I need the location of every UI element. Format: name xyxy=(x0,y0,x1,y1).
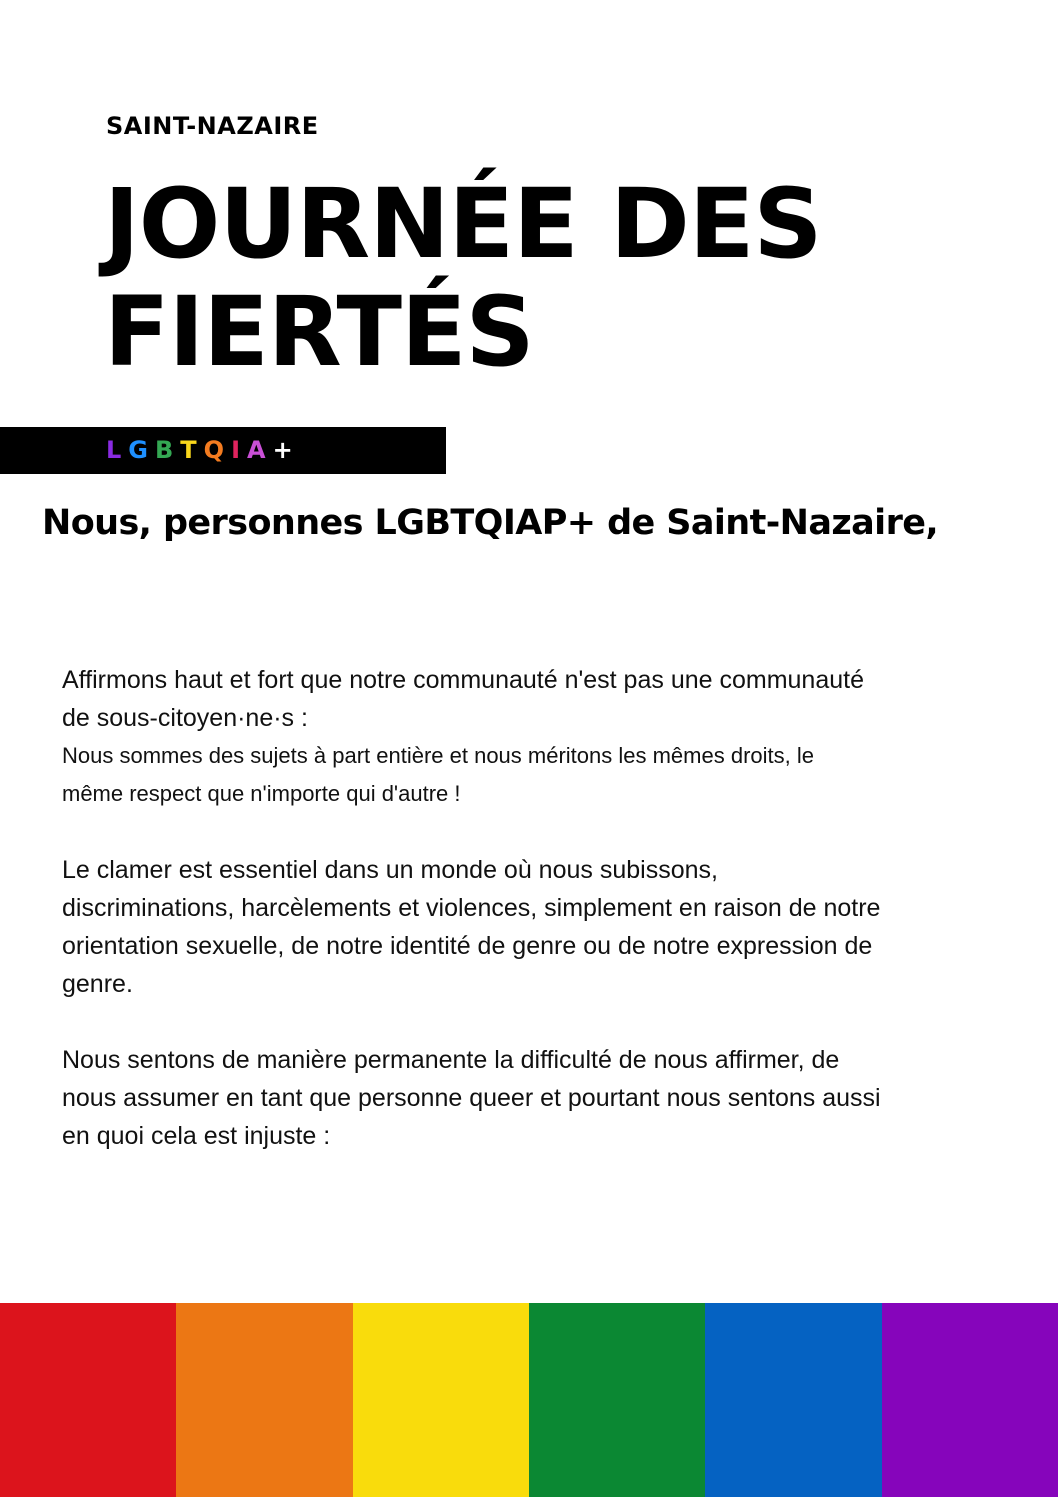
paragraph-line: orientation sexuelle, de notre identité de genre ou de notre expression de xyxy=(62,932,873,960)
subtitle: Nous, personnes LGBTQIAP+ de Saint-Nazaire, xyxy=(42,503,939,543)
flag-stripe-blue xyxy=(705,1303,881,1497)
banner-letter: A xyxy=(247,436,273,464)
paragraph-line: genre. xyxy=(62,970,133,998)
rainbow-flag xyxy=(0,1303,1058,1497)
title-line-2: FIERTÉS xyxy=(104,276,534,388)
paragraph-line: Nous sommes des sujets à part entière et nous méritons les mêmes droits, le xyxy=(62,743,814,768)
flag-stripe-purple xyxy=(882,1303,1058,1497)
paragraph-line: Le clamer est essentiel dans un monde où nous subissons, xyxy=(62,856,718,884)
paragraph-line: Affirmons haut et fort que notre communauté n'est pas une communauté xyxy=(62,666,864,694)
title-line-1: JOURNÉE DES xyxy=(104,168,822,280)
flag-stripe-red xyxy=(0,1303,176,1497)
flag-stripe-orange xyxy=(176,1303,352,1497)
paragraph-line: discriminations, harcèlements et violences, simplement en raison de notre xyxy=(62,894,881,922)
banner-letter: + xyxy=(272,436,300,464)
banner-letter: T xyxy=(180,436,204,464)
paragraph-line: en quoi cela est injuste : xyxy=(62,1122,331,1150)
flag-stripe-green xyxy=(529,1303,705,1497)
page-title xyxy=(104,170,1004,386)
paragraph-line: nous assumer en tant que personne queer et pourtant nous sentons aussi xyxy=(62,1084,881,1112)
paragraph-line: Nous sentons de manière permanente la difficulté de nous affirmer, de xyxy=(62,1046,840,1074)
lgbtqia-label xyxy=(106,436,300,464)
banner-letter: B xyxy=(155,436,181,464)
banner-letter: G xyxy=(128,436,155,464)
city-label: SAINT-NAZAIRE xyxy=(106,112,319,140)
flag-stripe-yellow xyxy=(353,1303,529,1497)
paragraph-line: même respect que n'importe qui d'autre ! xyxy=(62,781,461,806)
paragraph-line: de sous-citoyen·ne·s : xyxy=(62,704,308,732)
banner-letter: L xyxy=(106,436,129,464)
body-text xyxy=(62,661,1012,1155)
banner-letter: Q xyxy=(203,436,232,464)
banner-letter: I xyxy=(231,436,248,464)
